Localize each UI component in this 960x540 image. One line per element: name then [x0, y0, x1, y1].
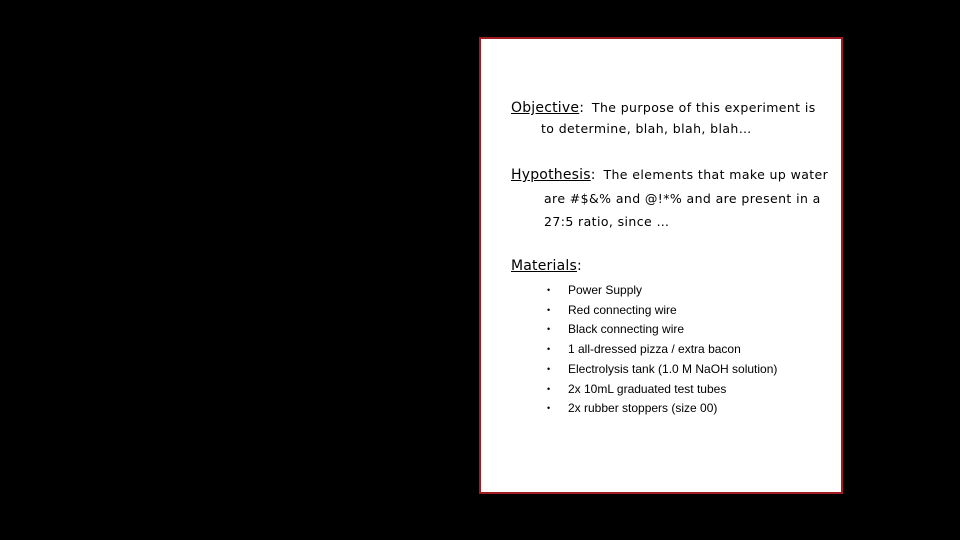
list-item — [511, 360, 777, 380]
list-item — [511, 340, 777, 360]
list-item — [511, 320, 777, 340]
list-item-text: 2x rubber stoppers (size 00) — [568, 401, 718, 416]
hypothesis-section — [511, 166, 854, 233]
objective-line — [511, 99, 816, 117]
list-item — [511, 281, 777, 301]
objective-heading: Objective — [511, 100, 580, 116]
bullet-icon: • — [547, 344, 551, 355]
hypothesis-colon: : — [590, 167, 596, 183]
list-item-text: Electrolysis tank (1.0 M NaOH solution) — [568, 361, 778, 376]
materials-heading: Materials — [511, 258, 577, 274]
materials-colon: : — [576, 258, 582, 274]
list-item — [511, 399, 777, 419]
objective-continuation-text: to determine, blah, blah, blah… — [541, 121, 752, 136]
hypothesis-line — [511, 166, 854, 184]
bullet-icon: • — [547, 403, 551, 414]
objective-section — [511, 99, 816, 138]
bullet-icon: • — [547, 285, 551, 295]
list-item — [511, 380, 777, 400]
list-item — [511, 301, 777, 321]
list-item-text: 1 all-dressed pizza / extra bacon — [568, 342, 741, 357]
materials-list — [511, 281, 777, 419]
list-item-text: Red connecting wire — [568, 302, 677, 317]
hypothesis-continuation-text: are #$&% and @!*% and are present in a 27:5 ratio, since … — [544, 191, 821, 229]
bullet-icon: • — [547, 363, 551, 374]
list-item-text: Black connecting wire — [568, 322, 685, 337]
materials-section — [511, 257, 777, 419]
objective-colon: : — [579, 100, 584, 116]
materials-line — [511, 257, 777, 275]
list-item-text: 2x 10mL graduated test tubes — [568, 381, 727, 396]
hypothesis-heading: Hypothesis — [511, 167, 591, 183]
hypothesis-lead-text: The elements that make up water — [603, 167, 829, 182]
document-page — [479, 37, 843, 494]
objective-lead-text: The purpose of this experiment is — [591, 100, 816, 115]
bullet-icon: • — [547, 324, 551, 335]
list-item-text: Power Supply — [568, 283, 643, 297]
bullet-icon: • — [547, 304, 551, 315]
bullet-icon: • — [547, 383, 551, 394]
